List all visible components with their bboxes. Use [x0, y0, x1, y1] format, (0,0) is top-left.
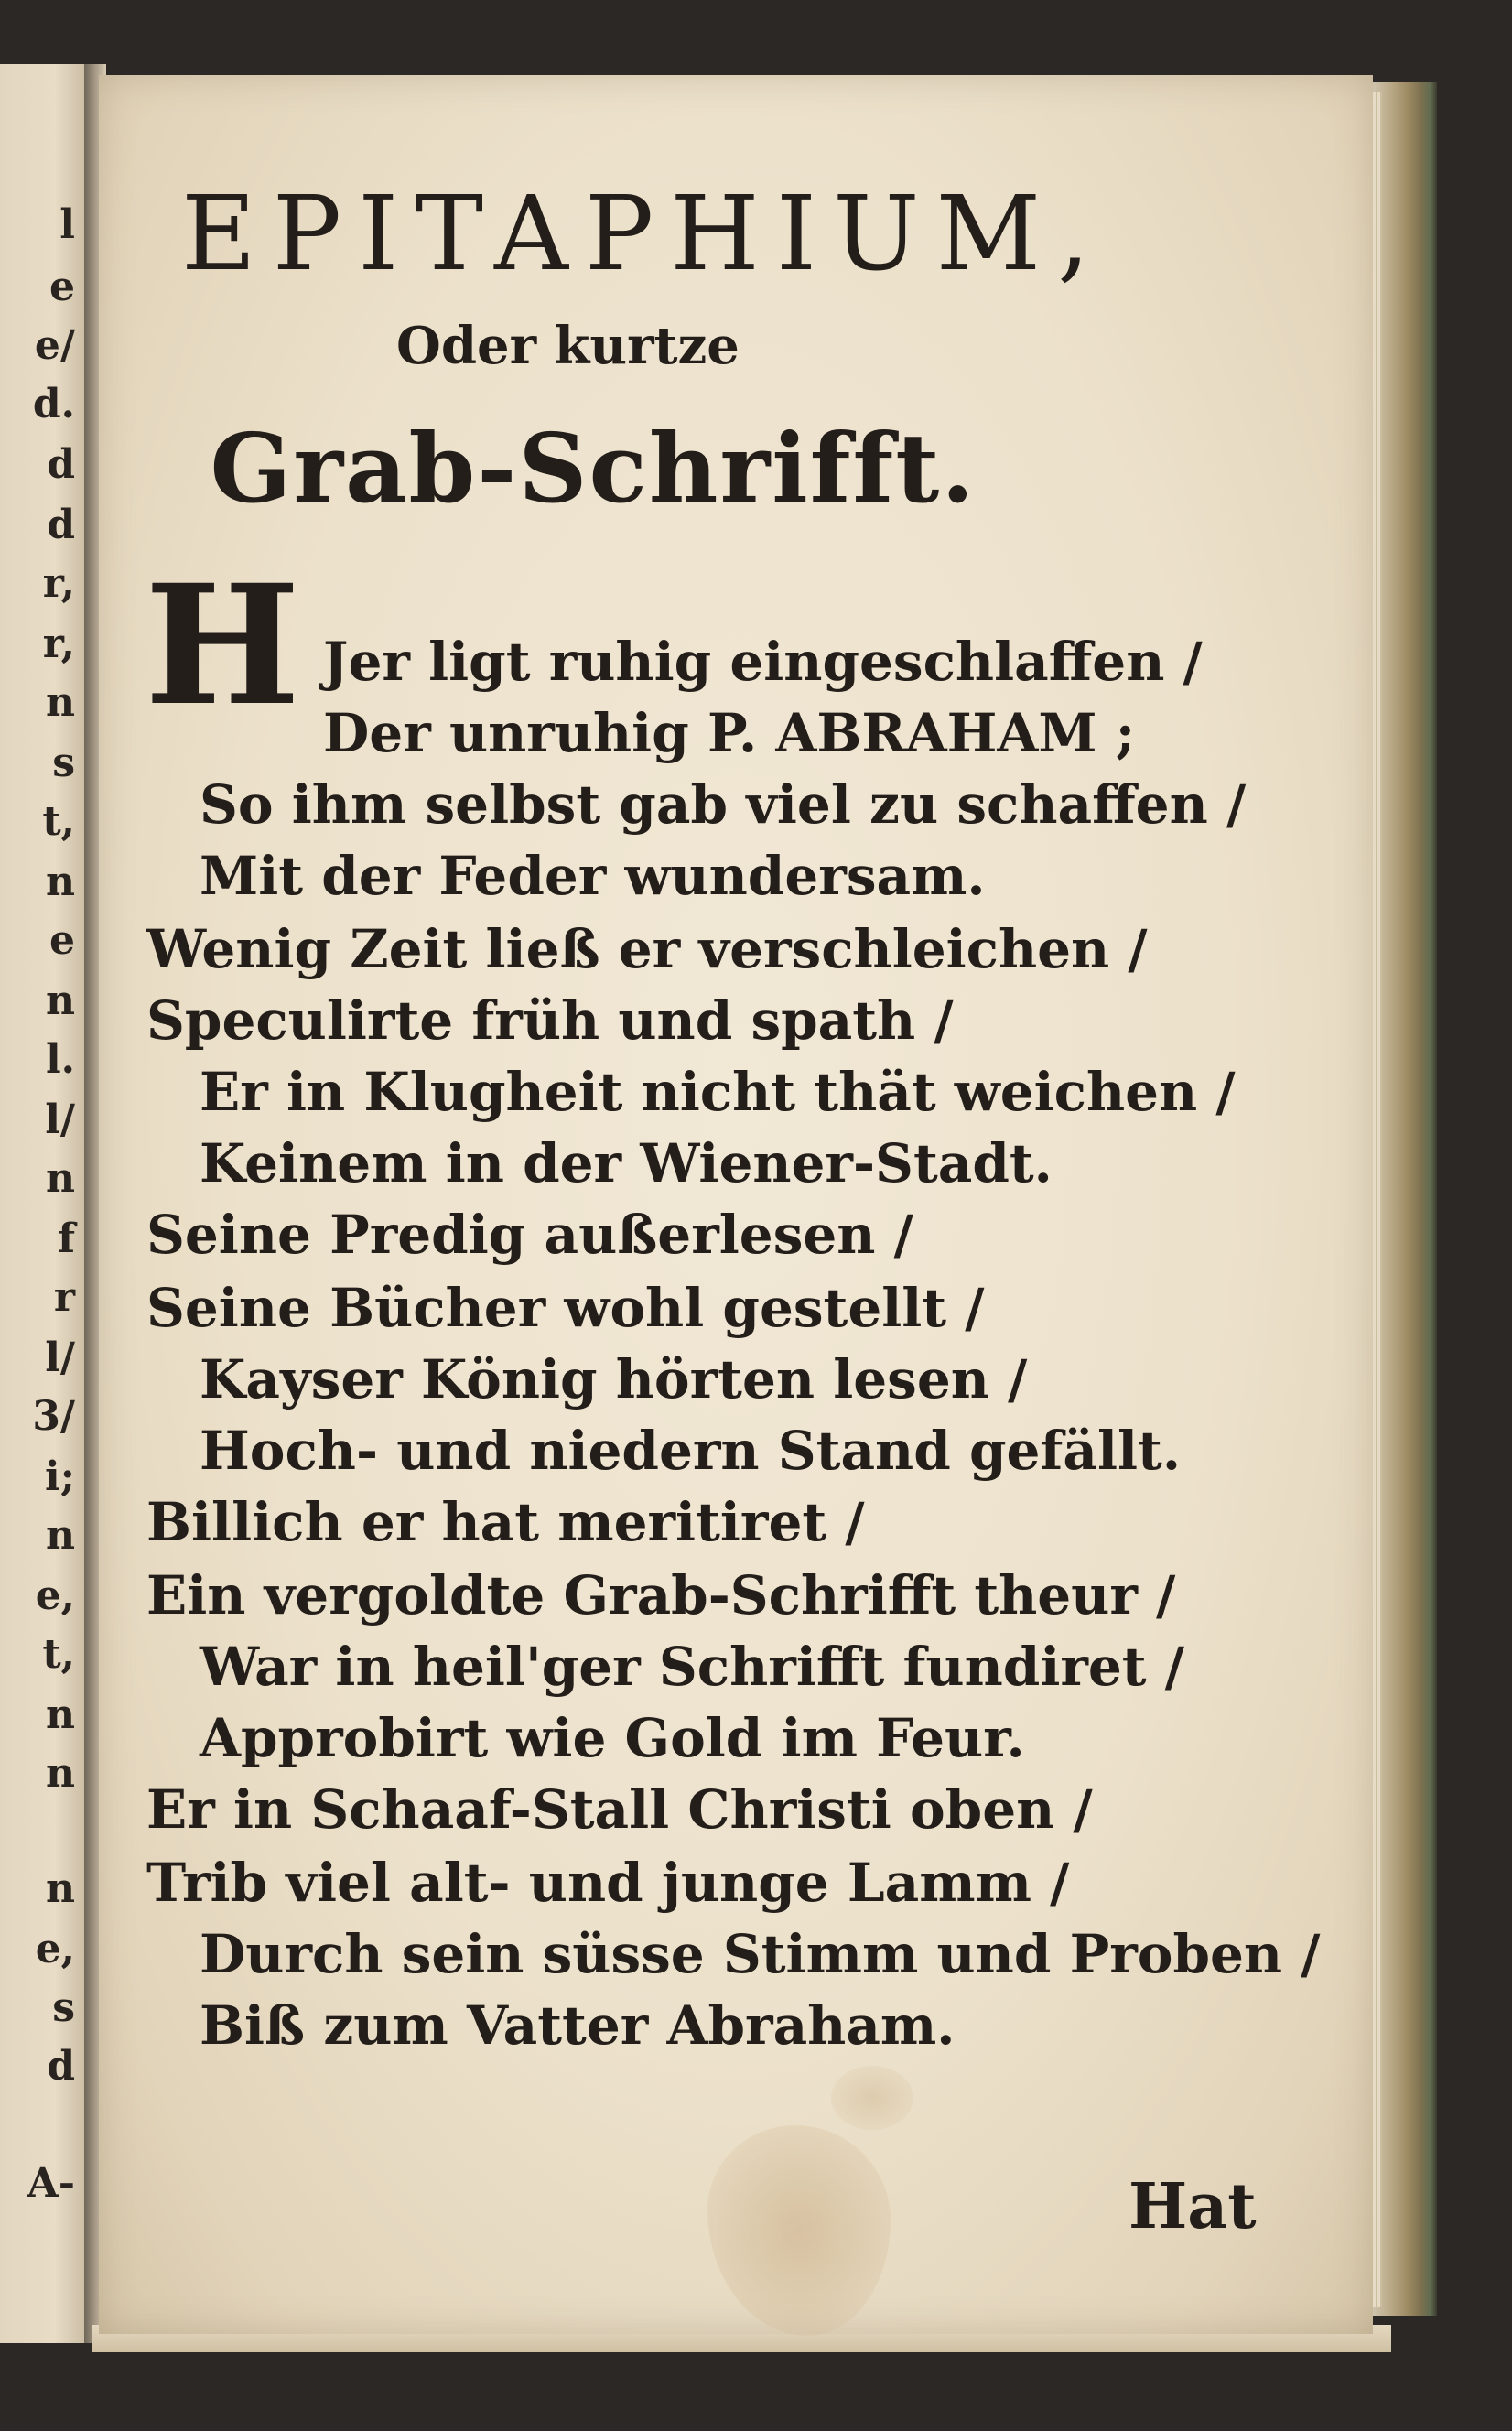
- verse-line: Approbirt wie Gold im Feur.: [200, 1707, 1025, 1769]
- verse-line: Mit der Feder wundersam.: [200, 845, 986, 907]
- left-page-fragment: n: [46, 978, 75, 1024]
- book-cover-edge: [1373, 82, 1437, 2316]
- left-page-fragment: r,: [42, 621, 75, 667]
- left-page-fragment: s: [52, 1984, 75, 2031]
- left-page-fragment: n: [46, 1512, 75, 1559]
- left-page-fragment: d.: [32, 381, 75, 427]
- left-page-fragment: n: [46, 679, 75, 726]
- left-page-fragment: n: [46, 1155, 75, 1202]
- left-page-fragment: d: [47, 2043, 75, 2090]
- left-facing-page: [0, 64, 92, 2343]
- verse-line: Biß zum Vatter Abraham.: [200, 1994, 956, 2057]
- verse-line: So ihm selbst gab viel zu schaffen /: [200, 773, 1247, 836]
- verse-line: Speculirte früh und spath /: [146, 989, 954, 1052]
- left-page-fragment: s: [52, 740, 75, 786]
- left-page-fragment: e: [49, 264, 75, 310]
- left-page-fragment: r: [53, 1274, 75, 1321]
- catchword: Hat: [1129, 2170, 1257, 2243]
- left-page-fragment: f: [58, 1216, 75, 1262]
- verse-line: Ein vergoldte Grab-Schrifft theur /: [146, 1564, 1176, 1626]
- left-page-fragment: n: [46, 859, 75, 905]
- left-page-fragment: t,: [42, 1631, 75, 1678]
- left-page-fragment: 3/: [32, 1393, 75, 1440]
- left-page-fragment: A-: [27, 2160, 75, 2207]
- verse-line: Er in Klugheit nicht thät weichen /: [200, 1061, 1236, 1123]
- right-page: [99, 75, 1373, 2334]
- left-page-fragment: l/: [45, 1334, 75, 1381]
- left-page-fragment: d: [47, 502, 75, 548]
- left-page-fragment: d: [47, 441, 75, 488]
- left-page-fragment: l: [59, 201, 75, 248]
- drop-cap: H: [145, 549, 301, 742]
- verse-line: Hoch- und niedern Stand gefällt.: [200, 1420, 1182, 1482]
- left-page-fragment: l.: [45, 1036, 75, 1083]
- verse-line: Durch sein süsse Stimm und Proben /: [200, 1923, 1321, 1985]
- left-page-fragment: e/: [34, 322, 75, 369]
- page-heading: Grab-Schrifft.: [210, 412, 977, 524]
- left-page-fragment: n: [46, 1865, 75, 1912]
- left-page-fragment: t,: [42, 798, 75, 845]
- verse-line: Wenig Zeit ließ er verschleichen /: [146, 918, 1148, 980]
- verse-line: Billich er hat meritiret /: [146, 1491, 865, 1553]
- page-title: EPITAPHIUM,: [181, 175, 1107, 294]
- verse-line: Er in Schaaf-Stall Christi oben /: [146, 1778, 1093, 1841]
- left-page-fragment: n: [46, 1691, 75, 1738]
- left-page-fragment: r,: [42, 560, 75, 607]
- verse-line: Keinem in der Wiener-Stadt.: [200, 1132, 1053, 1194]
- left-page-fragment: e,: [35, 1926, 75, 1972]
- verse-line: Trib viel alt- und junge Lamm /: [146, 1852, 1070, 1914]
- verse-line: Kayser König hörten lesen /: [200, 1348, 1028, 1410]
- verse-line: Jer ligt ruhig eingeschlaffen /: [323, 631, 1203, 693]
- left-page-fragment: n: [46, 1750, 75, 1797]
- page-content: [99, 75, 1373, 2334]
- left-page-fragment: e,: [35, 1572, 75, 1619]
- page-subtitle: Oder kurtze: [396, 316, 740, 376]
- left-page-fragment: l/: [45, 1097, 75, 1143]
- verse-line: Seine Bücher wohl gestellt /: [146, 1277, 985, 1339]
- verse-line: Der unruhig P. ABRAHAM ;: [323, 702, 1136, 764]
- verse-line: War in heil'ger Schrifft fundiret /: [200, 1636, 1184, 1698]
- left-page-fragment: i;: [45, 1453, 75, 1500]
- left-page-fragment: e: [49, 917, 75, 964]
- verse-line: Seine Predig außerlesen /: [146, 1204, 913, 1266]
